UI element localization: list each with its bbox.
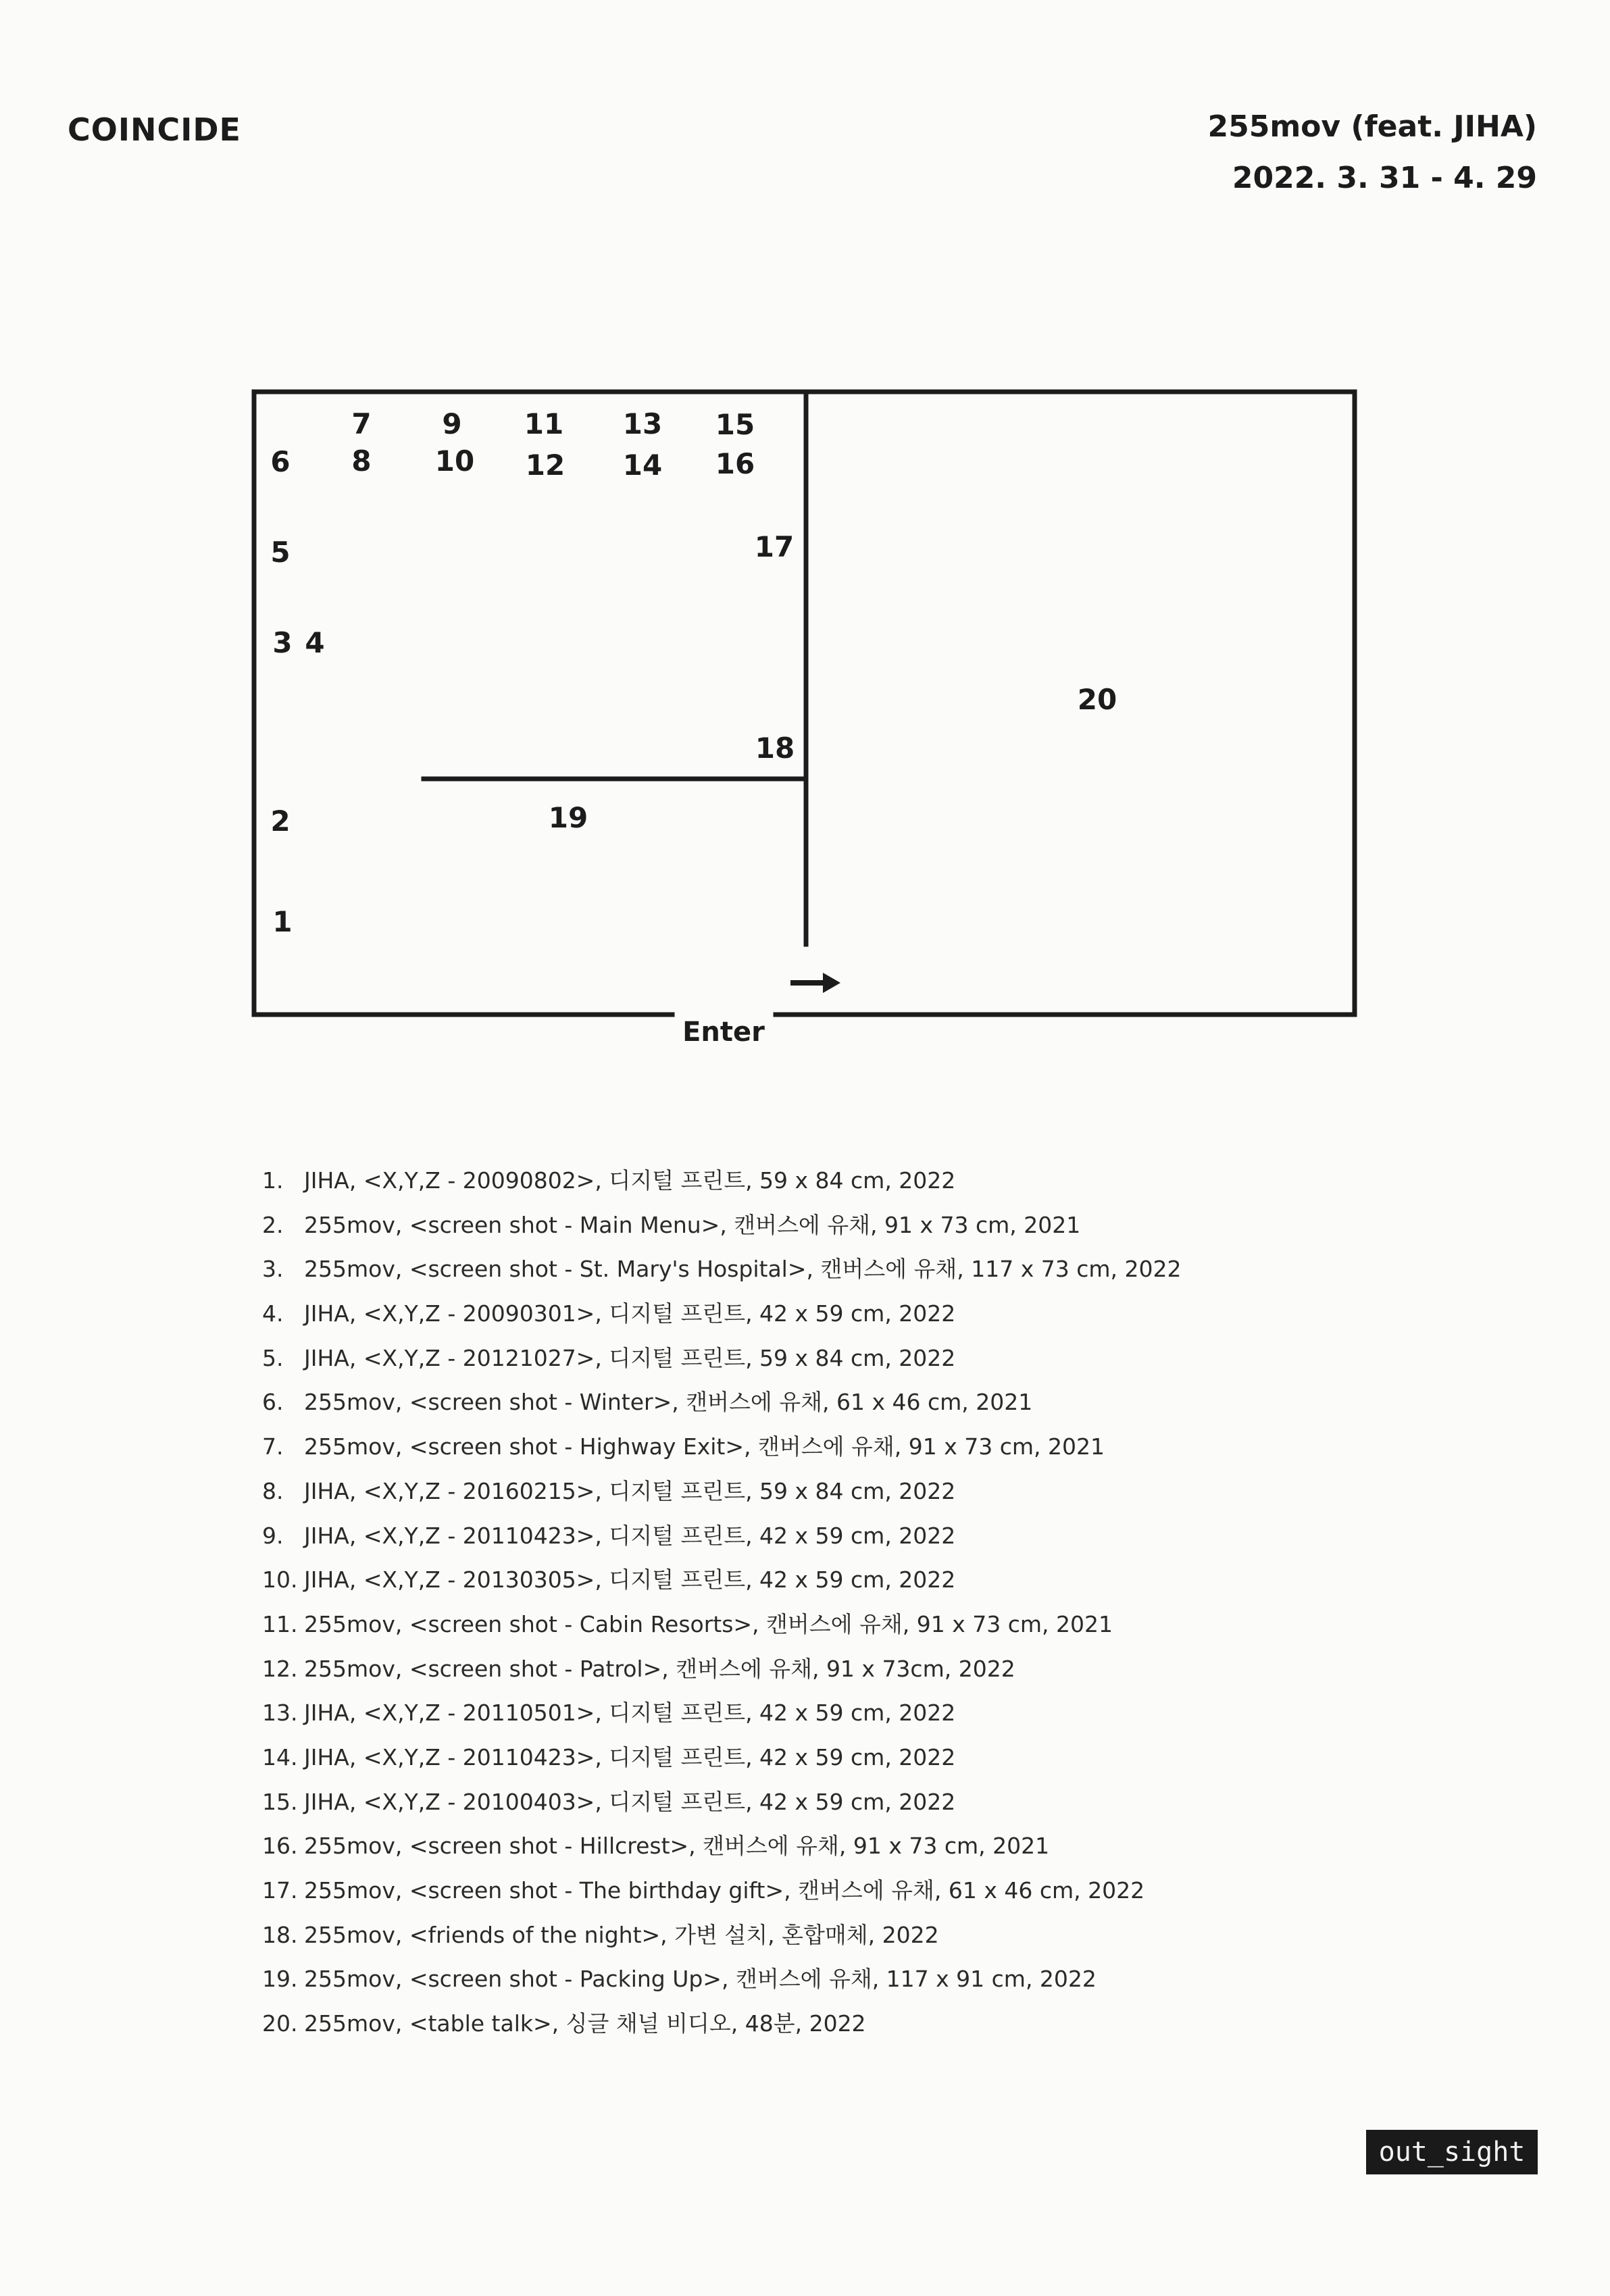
- item-number: 6.: [262, 1389, 284, 1416]
- plan-label-17: 17: [754, 530, 795, 563]
- plan-label-15: 15: [715, 408, 755, 441]
- item-number: 4.: [262, 1300, 284, 1327]
- list-item: [262, 1336, 1181, 1381]
- artists-label: 255mov (feat. JIHA): [1207, 109, 1537, 144]
- item-text: JIHA, <X,Y,Z - 20090802>, 디지털 프린트, 59 x 84 cm, 2022: [304, 1167, 956, 1194]
- item-number: 8.: [262, 1477, 284, 1504]
- item-text: 255mov, <table talk>, 싱글 채널 비디오, 48분, 2022: [304, 2010, 866, 2037]
- enter-label: Enter: [682, 1017, 765, 1048]
- item-number: 1.: [262, 1167, 284, 1194]
- out-sight-logo: out_sight: [1366, 2130, 1538, 2174]
- item-number: 7.: [262, 1433, 284, 1460]
- plan-label-4: 4: [305, 626, 325, 659]
- list-item: [262, 1691, 1181, 1735]
- item-text: 255mov, <friends of the night>, 가변 설치, 혼합매체, 2022: [304, 1921, 939, 1948]
- item-number: 20.: [262, 2010, 298, 2037]
- plan-label-1: 1: [272, 905, 293, 938]
- item-text: JIHA, <X,Y,Z - 20090301>, 디지털 프린트, 42 x 59 cm, 2022: [304, 1300, 956, 1327]
- list-item: [262, 1824, 1181, 1868]
- item-number: 5.: [262, 1344, 284, 1371]
- item-text: JIHA, <X,Y,Z - 20160215>, 디지털 프린트, 59 x 84 cm, 2022: [304, 1477, 956, 1504]
- item-number: 19.: [262, 1966, 298, 1993]
- list-item: [262, 1247, 1181, 1292]
- exhibition-dates: 2022. 3. 31 - 4. 29: [1232, 161, 1537, 195]
- item-text: 255mov, <screen shot - The birthday gift>, 캔버스에 유채, 61 x 46 cm, 2022: [304, 1877, 1145, 1904]
- item-number: 2.: [262, 1211, 284, 1238]
- list-item: [262, 1292, 1181, 1336]
- plan-label-2: 2: [270, 805, 291, 838]
- item-text: JIHA, <X,Y,Z - 20110423>, 디지털 프린트, 42 x 59 cm, 2022: [304, 1522, 956, 1549]
- list-item: [262, 1780, 1181, 1825]
- item-number: 9.: [262, 1522, 284, 1549]
- item-number: 14.: [262, 1743, 298, 1770]
- list-item: [262, 1647, 1181, 1691]
- item-text: 255mov, <screen shot - Packing Up>, 캔버스에 유채, 117 x 91 cm, 2022: [304, 1966, 1097, 1993]
- plan-label-18: 18: [755, 732, 795, 765]
- item-text: JIHA, <X,Y,Z - 20110423>, 디지털 프린트, 42 x 59 cm, 2022: [304, 1743, 956, 1770]
- list-item: [262, 1514, 1181, 1558]
- item-text: 255mov, <screen shot - Patrol>, 캔버스에 유채, 91 x 73cm, 2022: [304, 1655, 1015, 1682]
- item-number: 11.: [262, 1610, 298, 1637]
- list-item: [262, 1957, 1181, 2001]
- entrance-arrow-icon: [790, 973, 840, 993]
- plan-label-19: 19: [548, 801, 588, 834]
- list-item: [262, 1203, 1181, 1248]
- list-item: [262, 1602, 1181, 1647]
- item-text: JIHA, <X,Y,Z - 20110501>, 디지털 프린트, 42 x 59 cm, 2022: [304, 1700, 956, 1727]
- list-item: [262, 1868, 1181, 1913]
- item-text: JIHA, <X,Y,Z - 20121027>, 디지털 프린트, 59 x 84 cm, 2022: [304, 1344, 956, 1371]
- list-item: [262, 1469, 1181, 1514]
- item-number: 15.: [262, 1788, 298, 1815]
- item-text: 255mov, <screen shot - Winter>, 캔버스에 유채, 61 x 46 cm, 2021: [304, 1389, 1033, 1416]
- item-number: 13.: [262, 1700, 298, 1727]
- item-text: 255mov, <screen shot - St. Mary's Hospital>, 캔버스에 유채, 117 x 73 cm, 2022: [304, 1256, 1182, 1283]
- artwork-list: [262, 1158, 1181, 2046]
- plan-label-9: 9: [442, 407, 462, 440]
- list-item: [262, 1558, 1181, 1602]
- item-text: 255mov, <screen shot - Main Menu>, 캔버스에 유채, 91 x 73 cm, 2021: [304, 1211, 1081, 1238]
- item-text: 255mov, <screen shot - Cabin Resorts>, 캔버스에 유채, 91 x 73 cm, 2021: [304, 1610, 1113, 1637]
- plan-label-7: 7: [351, 407, 372, 440]
- list-item: [262, 2001, 1181, 2046]
- item-text: JIHA, <X,Y,Z - 20130305>, 디지털 프린트, 42 x 59 cm, 2022: [304, 1566, 956, 1593]
- item-number: 12.: [262, 1655, 298, 1682]
- item-number: 17.: [262, 1877, 298, 1904]
- item-number: 18.: [262, 1921, 298, 1948]
- list-item: [262, 1380, 1181, 1425]
- floor-plan: [0, 0, 1610, 1081]
- plan-label-12: 12: [525, 449, 565, 482]
- list-item: [262, 1425, 1181, 1469]
- plan-label-5: 5: [270, 536, 291, 569]
- item-text: 255mov, <screen shot - Hillcrest>, 캔버스에 유채, 91 x 73 cm, 2021: [304, 1833, 1050, 1860]
- plan-label-11: 11: [524, 407, 564, 440]
- plan-label-6: 6: [270, 445, 291, 478]
- left-room-walls: [254, 392, 806, 1015]
- item-number: 16.: [262, 1833, 298, 1860]
- plan-label-16: 16: [715, 447, 755, 480]
- exhibition-title: COINCIDE: [68, 111, 241, 148]
- list-item: [262, 1158, 1181, 1203]
- plan-label-20: 20: [1077, 683, 1117, 716]
- item-number: 3.: [262, 1256, 284, 1283]
- plan-label-14: 14: [622, 449, 663, 482]
- plan-label-13: 13: [622, 407, 663, 440]
- plan-label-10: 10: [434, 444, 475, 478]
- plan-label-8: 8: [351, 444, 372, 478]
- item-text: JIHA, <X,Y,Z - 20100403>, 디지털 프린트, 42 x 59 cm, 2022: [304, 1788, 956, 1815]
- list-item: [262, 1913, 1181, 1958]
- plan-label-3: 3: [272, 626, 293, 659]
- item-text: 255mov, <screen shot - Highway Exit>, 캔버스에 유채, 91 x 73 cm, 2021: [304, 1433, 1105, 1460]
- item-number: 10.: [262, 1566, 298, 1593]
- list-item: [262, 1735, 1181, 1780]
- right-room-walls: [776, 392, 1355, 1015]
